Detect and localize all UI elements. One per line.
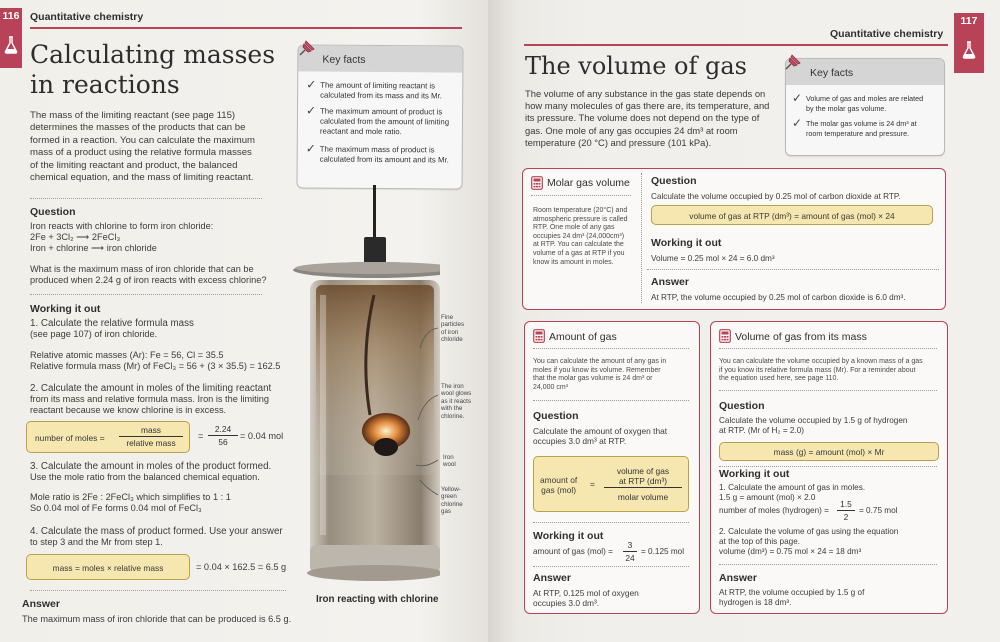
right-page — [488, 0, 1000, 642]
step-3: 3. Calculate the amount in moles of the product formed. Use the mole ratio from the balanced chemical equation. — [30, 461, 272, 482]
key-facts-heading: Key facts — [786, 59, 944, 85]
working-heading: Working it out — [651, 237, 722, 249]
amount-of-gas-box — [524, 321, 700, 614]
column-divider — [641, 173, 642, 303]
divider — [719, 390, 937, 391]
box-text: You can calculate the amount of any gas in moles if you know its volume. Remember that the molar gas volume is 24 dm³ or 24,000 cm³ — [533, 358, 667, 391]
annotation-iron-wool: Iron wool — [443, 454, 456, 469]
intro-paragraph: The mass of the limiting reactant (see page 115) determines the masses of the products that can be formed in a reaction. You can calculate the maximum mass of a product using the relative formula masses of the limiting reactant and product, the balanced chemical equation, and the mass of limiting reactant. — [30, 110, 256, 184]
working-text: Volume = 0.25 mol × 24 = 6.0 dm³ — [651, 254, 775, 263]
pushpin-icon — [781, 52, 803, 74]
checkmark-icon: ✓ — [792, 91, 803, 105]
calculator-icon — [719, 329, 731, 343]
step-3-detail: Mole ratio is 2Fe : 2FeCl₃ which simplifies to 1 : 1 So 0.04 mol of Fe forms 0.04 mol of FeCl₃ — [30, 492, 231, 513]
page-number: 116 — [2, 10, 20, 22]
question-text: Iron reacts with chlorine to form iron chloride: 2Fe + 3Cl₂ ⟶ 2FeCl₃ Iron + chlorine ⟶ iron chloride — [30, 221, 214, 253]
molar-volume-formula: volume of gas at RTP (dm³) = amount of gas (mol) × 24 — [651, 205, 933, 225]
answer-text: The maximum mass of iron chloride that can be produced is 6.5 g. — [22, 614, 292, 624]
divider — [719, 466, 937, 467]
divider — [719, 348, 937, 349]
divider — [30, 198, 262, 199]
working-lhs: amount of gas (mol) = — [533, 547, 613, 556]
checkmark-icon: ✓ — [305, 141, 316, 156]
key-facts-box — [785, 58, 945, 156]
question-text: Calculate the volume occupied by 1.5 g of hydrogen at RTP. (Mr of H₂ = 2.0) — [719, 416, 908, 435]
question-text: Calculate the amount of oxygen that occupies 3.0 dm³ at RTP. — [533, 426, 668, 447]
flask-icon — [962, 41, 976, 59]
key-facts-box — [296, 44, 463, 189]
section-header: Quantitative chemistry — [830, 28, 944, 40]
divider — [533, 566, 689, 567]
working-heading: Working it out — [719, 468, 790, 480]
step-1-detail: Relative atomic masses (Ar): Fe = 56, Cl = 35.5 Relative formula mass (Mr) of FeCl₃ = 56 + (3 × 35.5) = 162.5 — [30, 350, 281, 371]
photo-caption: Iron reacting with chlorine — [316, 594, 439, 605]
key-facts-heading: Key facts — [298, 45, 462, 72]
divider — [30, 590, 286, 591]
molar-gas-volume-box — [522, 168, 946, 310]
checkmark-icon: ✓ — [306, 77, 317, 92]
intro-paragraph: The volume of any substance in the gas state depends on how many molecules of gas there are, its temperature, and its pressure. The volume does not depend on the type of gas. One mole of any gas occupies 24 dm³ at room temperature (20 °C) and pressure (101 kPa). — [525, 88, 770, 148]
step-1: 1. Calculate the relative formula mass (see page 107) of iron chloride. — [30, 318, 194, 339]
flask-icon — [4, 36, 18, 54]
mass-calc: = 0.04 × 162.5 = 6.5 g — [196, 562, 287, 572]
page-number-tab — [954, 13, 984, 73]
step-1: 1. Calculate the amount of gas in moles. 1.5 g = amount (mol) × 2.0 — [719, 483, 866, 502]
header-rule — [30, 27, 462, 29]
step-1-result: = 0.75 mol — [859, 506, 898, 515]
page-title: Calculating masses in reactions — [30, 40, 276, 99]
answer-text: At RTP, the volume occupied by 0.25 mol of carbon dioxide is 6.0 dm³. — [651, 293, 906, 302]
checkmark-icon: ✓ — [792, 116, 803, 130]
answer-heading: Answer — [719, 572, 757, 584]
answer-heading: Answer — [22, 598, 60, 610]
answer-heading: Answer — [651, 276, 689, 288]
box-title: Volume of gas from its mass — [735, 331, 867, 343]
page-number-tab — [0, 8, 22, 68]
divider — [533, 522, 689, 523]
step-4: 4. Calculate the mass of product formed. Use your answer to step 3 and the Mr from step 1. — [30, 526, 283, 547]
working-heading: Working it out — [30, 303, 101, 315]
key-fact-3: The maximum mass of product is calculated from its amount and its Mr. — [319, 144, 449, 165]
left-page — [0, 0, 492, 642]
divider — [531, 195, 631, 196]
pushpin-icon — [295, 38, 317, 60]
divider — [647, 269, 939, 270]
key-fact-2: The molar gas volume is 24 dm³ at room temperature and pressure. — [806, 119, 917, 138]
amount-formula: amount of gas (mol) = volume of gas at RTP (dm³) molar volume — [533, 456, 689, 512]
checkmark-icon: ✓ — [305, 103, 317, 118]
question-heading: Question — [719, 400, 765, 412]
step-2: 2. Calculate the amount in moles of the limiting reactant from its mass and relative formula mass. Iron is the limiting reactant because we know chlorine is in excess. — [30, 383, 272, 415]
question-ask: What is the maximum mass of iron chloride that can be produced when 2.24 g of iron reacts with excess chlorine? — [30, 264, 267, 285]
annotation-leaders — [400, 320, 445, 520]
calculator-icon — [531, 176, 543, 190]
section-header: Quantitative chemistry — [30, 11, 144, 23]
working-result: = 0.125 mol — [641, 547, 685, 556]
key-fact-1: The amount of limiting reactant is calculated from its mass and its Mr. — [320, 80, 442, 101]
annotation-particles: Fine particles of iron chloride — [441, 314, 465, 344]
annotation-chlorine: Yellow- green chlorine gas — [441, 486, 463, 516]
box-title: Amount of gas — [549, 331, 617, 343]
question-heading: Question — [30, 206, 76, 218]
step-2: 2. Calculate the volume of gas using the equation at the top of this page. volume (dm³) = 0.75 mol × 24 = 18 dm³ — [719, 527, 899, 556]
divider — [719, 564, 937, 565]
calc-result: = 0.04 mol — [240, 431, 284, 441]
key-fact-1: Volume of gas and moles are related by the molar gas volume. — [806, 94, 924, 113]
header-rule — [524, 44, 948, 46]
divider — [533, 348, 689, 349]
calc-fraction: 2.24 56 — [208, 424, 238, 447]
page-title: The volume of gas — [525, 52, 747, 80]
divider — [30, 294, 262, 295]
working-heading: Working it out — [533, 530, 604, 542]
answer-text: At RTP, 0.125 mol of oxygen occupies 3.0 dm³. — [533, 588, 639, 609]
question-text: Calculate the volume occupied by 0.25 mol of carbon dioxide at RTP. — [651, 192, 901, 201]
box-title: Molar gas volume — [547, 177, 630, 189]
calculator-icon — [533, 329, 545, 343]
working-fraction: 3 24 — [623, 540, 637, 563]
moles-formula: number of moles = mass relative mass — [26, 421, 190, 453]
mass-formula: mass = moles × relative mass — [26, 554, 190, 580]
question-heading: Question — [533, 410, 579, 422]
answer-text: At RTP, the volume occupied by 1.5 g of hydrogen is 18 dm³. — [719, 588, 865, 607]
question-heading: Question — [651, 175, 697, 187]
step-1-fraction: 1.5 2 — [837, 499, 855, 522]
answer-heading: Answer — [533, 572, 571, 584]
step-1-lhs: number of moles (hydrogen) = — [719, 506, 829, 515]
divider — [533, 400, 689, 401]
annotation-glow: The iron wool glows as it reacts with the chlorine. — [441, 383, 472, 420]
box-text: You can calculate the volume occupied by a known mass of a gas if you know its relative formula mass (Mr). For a reminder about the equation used here, see page 110. — [719, 358, 923, 383]
box-text: Room temperature (20°C) and atmospheric pressure is called RTP. One mole of any gas occupies 24 dm³ (24,000cm³) at RTP. You can calculate the volume of a gas at RTP if you know its amount in moles. — [533, 207, 628, 266]
equals-sign: = — [198, 431, 204, 441]
page-number: 117 — [960, 15, 978, 27]
key-fact-2: The maximum amount of product is calculated from the amount of limiting reactant and mole ratio. — [319, 106, 450, 137]
volume-from-mass-box — [710, 321, 948, 614]
mass-formula: mass (g) = amount (mol) × Mr — [719, 442, 939, 461]
